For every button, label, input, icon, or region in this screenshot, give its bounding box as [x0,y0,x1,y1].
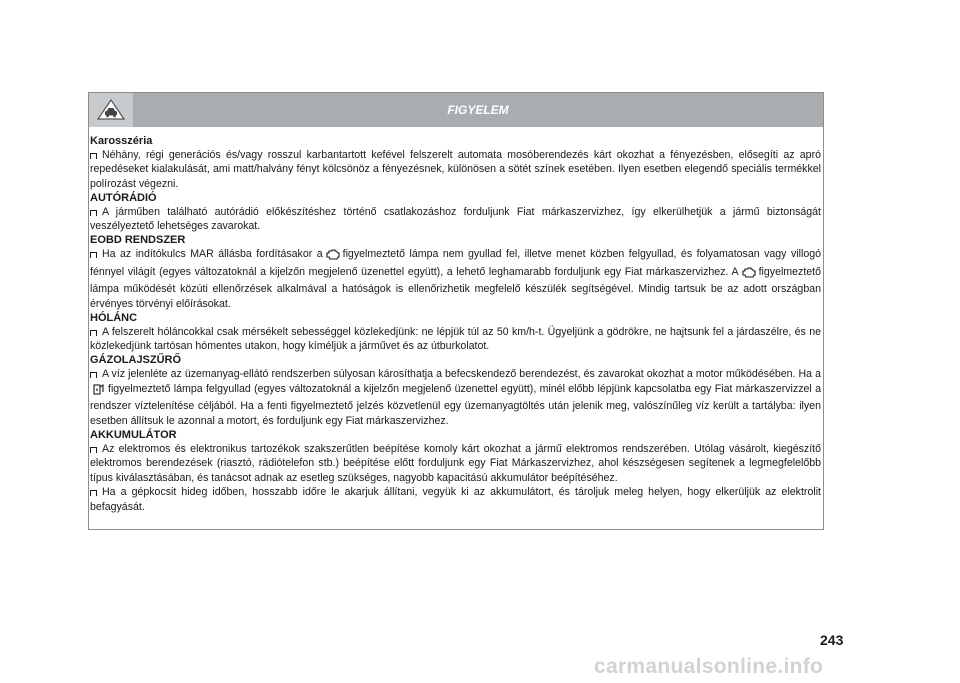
paragraph [90,485,821,514]
section-title: Karosszéria [90,134,153,147]
paragraph [90,367,821,428]
warning-header [89,93,823,127]
engine-warning-icon [326,249,340,264]
warning-box [88,92,824,530]
warning-content [90,134,821,514]
warning-title: FIGYELEM [447,103,509,117]
section-title: GÁZOLAJSZŰRŐ [90,354,182,367]
paragraph-text: Az elektromos és elektronikus tartozékok szakszerűtlen beépítése komoly kárt okozhat a jármű elektromos rendszerében. Utólag vásárolt, kiegészítő elektromos berendezések (riasztó, rádiótelefon stb.) beépítése előtt forduljunk egy Fiat Márkaszervizhez, ahol készségesen segítenek a legmegfelelőbb típus kiválasztásában, és tanácsot adnak az esetleg szükséges, nagyobb kapacitású akkumulátor beépítéséhez. [90,442,821,484]
paragraph-text: Néhány, régi generációs és/vagy rosszul karbantartott kefével felszerelt automata mosóberendezés kárt okozhat a fényezésben, elősegíti az apró repedéseket kialakulását, ami matt/halvány fényt kölcsönöz a fényezésnek, különösen a sötét színek esetében. Ilyen esetben elegendő speciális termékkel polírozást végezni. [90,148,821,190]
paragraph [90,205,821,234]
paragraph-text: A járműben található autórádió előkészítéshez történő csatlakozáshoz forduljunk Fiat márkaszervizhez, így elkerülhetjük a jármű biztonságát veszélyeztető lehetséges zavarokat. [90,205,821,233]
paragraph-text: figyelmeztető lámpa nem gyullad fel, illetve menet közben felgyullad, és folyamatosan vagy villogó fénnyel világít (egyes változatoknál a kijelzőn megjelenő üzenettel együtt), a lehető leghamarabb forduljunk egy Fiat márkaszervizhez. A [90,248,821,278]
engine-warning-icon [742,267,756,282]
section-title: AUTÓRÁDIÓ [90,191,157,204]
bullet-icon [90,372,97,378]
bullet-icon [90,330,97,336]
paragraph-text: figyelmeztető lámpa működését közúti ellenőrzések alkalmával a hatóságok is ellenőrizhetik megfelelő készülék segítségével. Mindig tartsuk be az adott országban érvényes törvényi előírásokat. [90,265,821,310]
bullet-icon [90,210,97,216]
bullet-icon [90,252,97,258]
bullet-icon [90,490,97,496]
section-title: AKKUMULÁTOR [90,428,177,441]
section-title: EOBD RENDSZER [90,234,186,247]
paragraph-text: Ha az indítókulcs MAR állásba fordításakor a [102,248,323,261]
paragraph-text: A felszerelt hóláncokkal csak mérsékelt sebességgel közlekedjünk: ne lépjük túl az 50 km/h-t. Ügyeljünk a gödrökre, ne hajtsunk fel a járdaszélre, és ne közlekedjünk tartósan hómentes utakon, hogy kíméljük a járművet és az útburkolatot. [90,325,821,353]
car-warning-icon [89,93,133,127]
paragraph-text: A víz jelenléte az üzemanyag-ellátó rendszerben súlyosan károsíthatja a befecskendező berendezést, és zavarokat okozhat a motor működésében. Ha a [102,368,821,381]
watermark: carmanualsonline.info [594,655,824,678]
paragraph [90,247,821,311]
bullet-icon [90,153,97,159]
paragraph [90,442,821,485]
page-number: 243 [820,632,844,648]
paragraph [90,148,821,191]
paragraph-text: figyelmeztető lámpa felgyullad (egyes változatoknál a kijelzőn megjelenő üzenettel együtt), minél előbb lépjünk kapcsolatba egy Fiat márkaszervizzel a rendszer víztelenítése céljából. Ha a fenti figyelmeztető jelzés közvetlenül egy üzemanyagtöltés után jelenik meg, valószínűleg víz került a tartályba: ilyen esetben állítsuk le azonnal a motort, és forduljunk egy Fiat márkaszervizhez. [90,382,821,427]
section-title: HÓLÁNC [90,311,138,324]
bullet-icon [90,447,97,453]
paragraph-text: Ha a gépkocsit hideg időben, hosszabb időre le akarjuk állítani, vegyük ki az akkumulátort, és tároljuk meleg helyen, hogy elkerüljük az elektrolit befagyását. [90,486,821,513]
water-in-fuel-icon [93,383,105,399]
paragraph [90,325,821,354]
